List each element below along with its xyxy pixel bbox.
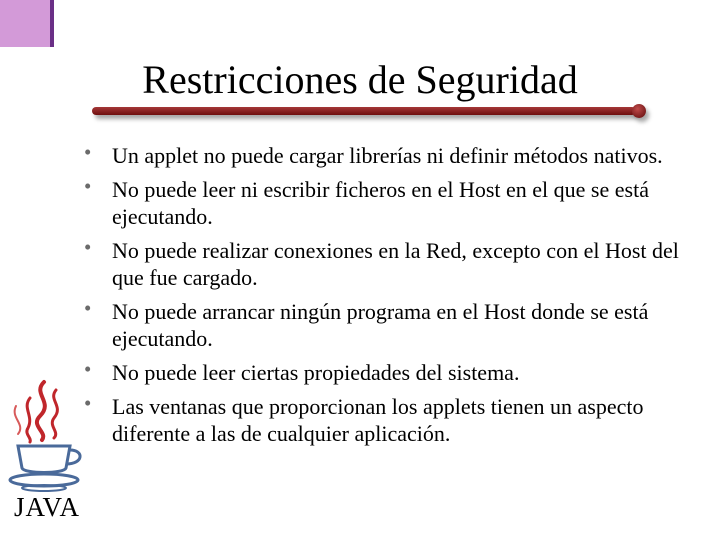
bullet-text: No puede arrancar ningún programa en el Host donde se está ejecutando. xyxy=(112,299,649,351)
bullet-icon: • xyxy=(84,235,92,259)
bullet-icon: • xyxy=(84,391,92,415)
bullet-item xyxy=(84,359,684,386)
title-underline-bar xyxy=(92,107,636,115)
bullet-item xyxy=(84,237,684,291)
bullet-text: Un applet no puede cargar librerías ni definir métodos nativos. xyxy=(112,143,663,168)
java-logo-label: JAVA xyxy=(14,492,81,522)
java-coffee-cup-icon xyxy=(4,376,90,494)
title-underline-knob xyxy=(632,104,646,118)
left-decoration-rule xyxy=(50,0,54,47)
bullet-item xyxy=(84,393,684,447)
bullet-icon: • xyxy=(84,174,92,198)
bullet-icon: • xyxy=(84,140,92,164)
bullet-icon: • xyxy=(84,357,92,381)
bullet-item xyxy=(84,176,684,230)
left-decoration-band xyxy=(0,0,50,47)
bullet-text: No puede leer ciertas propiedades del sistema. xyxy=(112,360,520,385)
slide-title: Restricciones de Seguridad xyxy=(142,57,578,102)
bullet-text: Las ventanas que proporcionan los applets tienen un aspecto diferente a las de cualquier aplicación. xyxy=(112,394,644,446)
bullet-text: No puede leer ni escribir ficheros en el Host en el que se está ejecutando. xyxy=(112,177,649,229)
bullet-text: No puede realizar conexiones en la Red, excepto con el Host del que fue cargado. xyxy=(112,238,679,290)
bullet-list xyxy=(84,142,684,454)
bullet-icon: • xyxy=(84,296,92,320)
bullet-item xyxy=(84,298,684,352)
bullet-item xyxy=(84,142,684,169)
